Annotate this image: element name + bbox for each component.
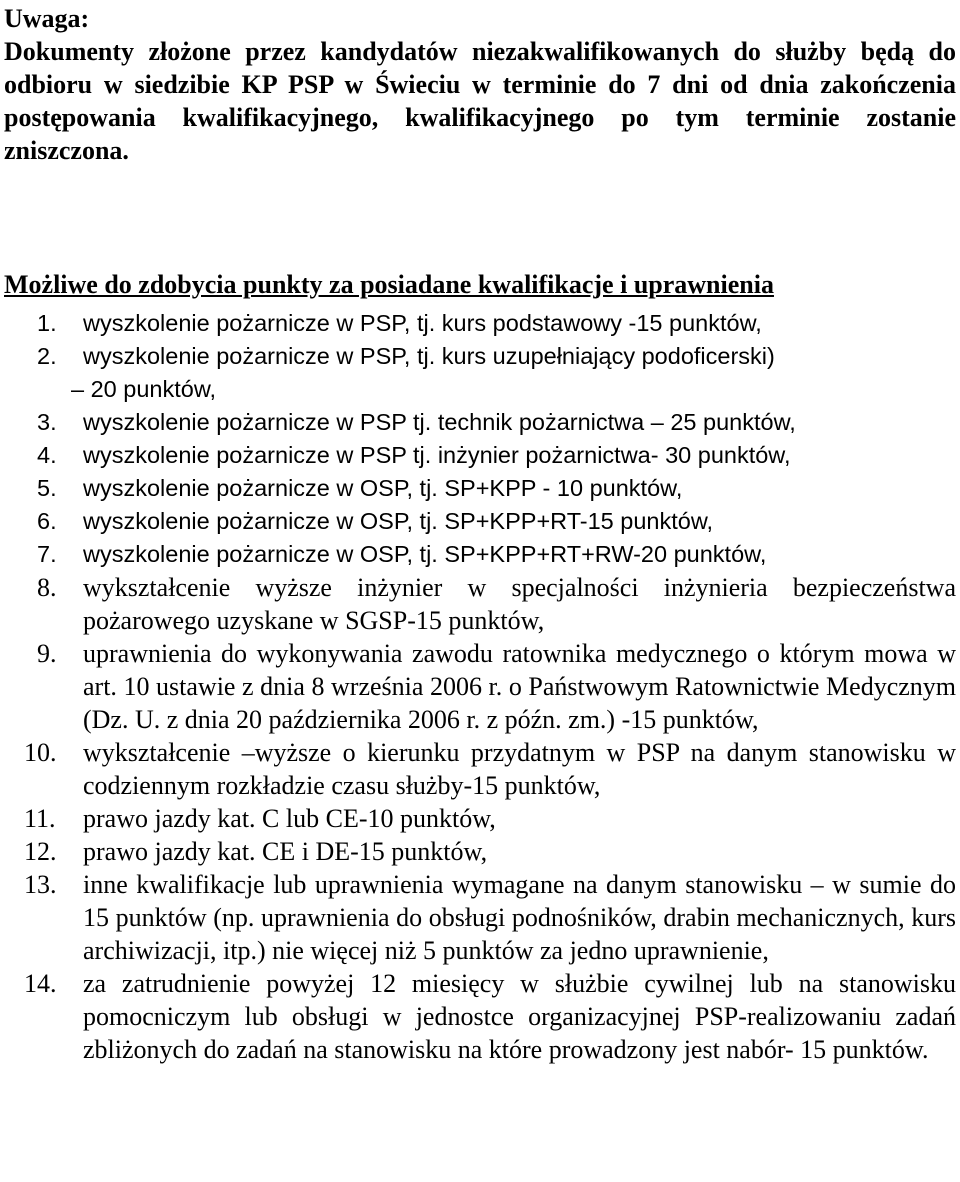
list-item xyxy=(4,736,956,802)
document-page xyxy=(4,2,956,1064)
item-text: wyszkolenie pożarnicze w OSP, tj. SP+KPP+RT-15 punktów, xyxy=(83,508,714,534)
item-number: 5. xyxy=(37,475,57,501)
item-number: 9. xyxy=(37,639,57,668)
list-item xyxy=(4,505,956,538)
item-number: 11. xyxy=(24,804,56,833)
item-text: wyszkolenie pożarnicze w PSP, tj. kurs uzupełniający podoficerski) xyxy=(83,343,775,369)
item-text: wykształcenie –wyższe o kierunku przydatnym w PSP na danym stanowisku w codziennym rozkładzie czasu służby-15 punktów, xyxy=(83,738,956,800)
list-item xyxy=(4,868,956,967)
section-title: Możliwe do zdobycia punkty za posiadane kwalifikacje i uprawnienia xyxy=(4,270,774,299)
list-item xyxy=(4,637,956,736)
list-item xyxy=(4,439,956,472)
item-number: 6. xyxy=(37,508,57,534)
item-number: 12. xyxy=(24,837,57,866)
item-number: 13. xyxy=(24,870,57,899)
list-item xyxy=(4,802,956,835)
notice-heading: Uwaga: xyxy=(4,4,90,33)
item-text: wyszkolenie pożarnicze w OSP, tj. SP+KPP+RT+RW-20 punktów, xyxy=(83,541,767,567)
item-number: 1. xyxy=(37,310,57,336)
item-number: 3. xyxy=(37,409,57,435)
notice-body: Dokumenty złożone przez kandydatów niezakwalifikowanych do służby będą do odbioru w siedzibie KP PSP w Świeciu w terminie do 7 dni od dnia zakończenia postępowania kwalifikacyjnego, kwalifikacyjnego po tym terminie zostanie zniszczona. xyxy=(4,37,956,165)
item-text: inne kwalifikacje lub uprawnienia wymagane na danym stanowisku – w sumie do 15 punktów (np. uprawnienia do obsługi podnośników, drabin mechanicznych, kurs archiwizacji, itp.) nie więcej niż 5 punktów za jedno uprawnienie, xyxy=(83,870,956,965)
qualifications-list xyxy=(4,307,956,1066)
item-text: wyszkolenie pożarnicze w PSP, tj. kurs podstawowy -15 punktów, xyxy=(83,310,762,336)
item-number: 7. xyxy=(37,541,57,567)
item-text: uprawnienia do wykonywania zawodu ratownika medycznego o którym mowa w art. 10 ustawie z dnia 8 września 2006 r. o Państwowym Ratownictwie Medycznym (Dz. U. z dnia 20 października 2006 r. z późn. zm.) -15 punktów, xyxy=(83,639,956,734)
list-item xyxy=(4,307,956,340)
item-text: wyszkolenie pożarnicze w PSP tj. technik pożarnictwa – 25 punktów, xyxy=(83,409,796,435)
item-number: 2. xyxy=(37,343,57,369)
list-item xyxy=(4,340,956,406)
item-text: wykształcenie wyższe inżynier w specjalności inżynieria bezpieczeństwa pożarowego uzyskane w SGSP-15 punktów, xyxy=(83,573,956,635)
item-number: 10. xyxy=(24,738,57,767)
item-text: wyszkolenie pożarnicze w OSP, tj. SP+KPP - 10 punktów, xyxy=(83,475,683,501)
list-item xyxy=(4,571,956,637)
item-number: 4. xyxy=(37,442,57,468)
item-text-continuation: – 20 punktów, xyxy=(71,376,217,402)
item-number: 8. xyxy=(37,573,57,602)
list-item xyxy=(4,406,956,439)
item-text: prawo jazdy kat. CE i DE-15 punktów, xyxy=(83,837,488,866)
list-item xyxy=(4,538,956,571)
item-text: prawo jazdy kat. C lub CE-10 punktów, xyxy=(83,804,496,833)
list-item xyxy=(4,967,956,1066)
item-text: wyszkolenie pożarnicze w PSP tj. inżynier pożarnictwa- 30 punktów, xyxy=(83,442,791,468)
list-item xyxy=(4,835,956,868)
list-item xyxy=(4,472,956,505)
item-text: za zatrudnienie powyżej 12 miesięcy w służbie cywilnej lub na stanowisku pomocniczym lub obsługi w jednostce organizacyjnej PSP-realizowaniu zadań zbliżonych do zadań na stanowisku na które prowadzony jest nabór- 15 punktów. xyxy=(83,969,956,1064)
item-number: 14. xyxy=(24,969,57,998)
